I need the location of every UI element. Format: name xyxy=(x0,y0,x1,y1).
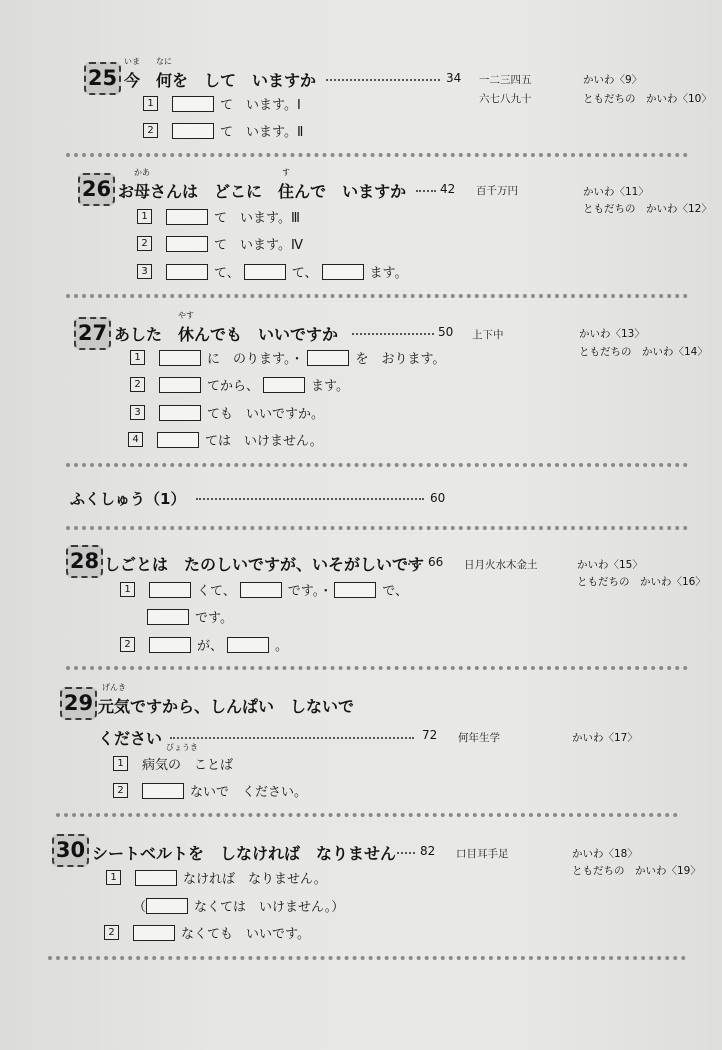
blank-box xyxy=(307,350,349,366)
unit-number: 27 xyxy=(74,317,111,350)
review-title: ふくしゅう（1） xyxy=(70,490,186,508)
item-number: 1 xyxy=(137,209,152,224)
section-divider xyxy=(66,153,688,157)
sub-item: 1 くて、 です。・ で、 xyxy=(120,580,408,599)
furigana: す xyxy=(282,168,291,177)
item-number: 2 xyxy=(137,236,152,251)
unit-title: あした 休 やす んでも いいですか xyxy=(114,311,339,344)
blank-box xyxy=(334,582,376,598)
sub-item: 2 ないで ください。 xyxy=(113,781,307,800)
furigana: げんき xyxy=(102,683,126,692)
blank-box xyxy=(159,405,201,421)
sub-item-cont: です。 xyxy=(147,607,233,626)
item-number: 1 xyxy=(106,870,121,885)
sub-item: 1 て います。Ⅲ xyxy=(137,207,300,226)
sub-item: 2 が、 。 xyxy=(120,635,288,654)
dotted-leader xyxy=(416,190,436,192)
section-divider xyxy=(66,526,688,530)
kanji-list: 百千万円 xyxy=(476,185,518,197)
page-number: 66 xyxy=(428,555,444,569)
blank-box xyxy=(263,377,305,393)
item-number: 3 xyxy=(130,405,145,420)
kaiwa-ref: かいわ〈11〉 xyxy=(583,186,649,198)
kaiwa-ref: かいわ〈17〉 xyxy=(572,732,638,744)
unit-title: 今 いま 何 なに を して いますか xyxy=(124,57,317,90)
page-number: 34 xyxy=(446,71,462,85)
sub-item: 1 て います。Ⅰ xyxy=(143,94,301,113)
item-number: 1 xyxy=(130,350,145,365)
blank-box xyxy=(159,350,201,366)
kaiwa-ref: ともだちの かいわ〈12〉 xyxy=(583,203,712,215)
blank-box xyxy=(166,236,208,252)
item-number: 2 xyxy=(113,783,128,798)
blank-box xyxy=(133,925,175,941)
sub-item: 3 ても いいですか。 xyxy=(130,403,324,422)
unit-number: 28 xyxy=(66,545,103,578)
blank-box xyxy=(240,582,282,598)
blank-box xyxy=(227,637,269,653)
item-number: 3 xyxy=(137,264,152,279)
page-number: 50 xyxy=(438,325,454,339)
item-number: 2 xyxy=(104,925,119,940)
blank-box xyxy=(159,377,201,393)
blank-box xyxy=(149,637,191,653)
blank-box xyxy=(166,209,208,225)
section-divider xyxy=(66,666,688,670)
item-number: 1 xyxy=(113,756,128,771)
kanji-list: 一二三四五 xyxy=(479,74,532,86)
furigana: びょうき xyxy=(166,743,198,752)
furigana: いま xyxy=(124,57,140,66)
unit-title: シートベルトを しなければ なりません xyxy=(92,844,397,863)
kanji-list: 上下中 xyxy=(472,329,504,341)
sub-item: 2 なくても いいです。 xyxy=(104,923,310,942)
dotted-leader xyxy=(397,852,415,854)
blank-box xyxy=(146,898,188,914)
sub-item: 4 ては いけません。 xyxy=(128,430,323,449)
item-number: 4 xyxy=(128,432,143,447)
kanji-list: 六七八九十 xyxy=(479,93,532,105)
kaiwa-ref: ともだちの かいわ〈16〉 xyxy=(577,576,706,588)
sub-item: 1 病気の ことば びょうき xyxy=(113,754,233,773)
kaiwa-ref: かいわ〈18〉 xyxy=(572,848,638,860)
section-divider xyxy=(56,813,678,817)
page-number: 42 xyxy=(440,182,456,196)
item-number: 1 xyxy=(143,96,158,111)
kaiwa-ref: ともだちの かいわ〈10〉 xyxy=(583,93,712,105)
unit-number: 29 xyxy=(60,687,97,720)
page-number: 60 xyxy=(430,491,446,505)
sub-item: 2 て います。Ⅳ xyxy=(137,234,303,253)
item-number: 1 xyxy=(120,582,135,597)
kaiwa-ref: かいわ〈15〉 xyxy=(577,559,643,571)
dotted-leader xyxy=(405,563,421,565)
dotted-leader xyxy=(352,333,434,335)
unit-number: 30 xyxy=(52,834,89,867)
unit-number: 26 xyxy=(78,173,115,206)
sub-item: 1 に のります。・ を おります。 xyxy=(130,348,445,367)
blank-box xyxy=(172,96,214,112)
blank-box xyxy=(322,264,364,280)
blank-box xyxy=(149,582,191,598)
unit-title: お母 かあ さんは どこに 住 す んで いますか xyxy=(118,168,407,201)
blank-box xyxy=(147,609,189,625)
sub-item: 2 て います。Ⅱ xyxy=(143,121,303,140)
blank-box xyxy=(172,123,214,139)
sub-item: 3 て、 て、 ます。 xyxy=(137,262,407,281)
page-number: 72 xyxy=(422,728,438,742)
section-divider xyxy=(66,463,688,467)
dotted-leader xyxy=(326,79,440,81)
section-divider xyxy=(66,294,688,298)
sub-item-alt: （ なくては いけません。） xyxy=(133,896,344,915)
furigana: なに xyxy=(156,57,173,66)
dotted-leader xyxy=(196,498,424,500)
blank-box xyxy=(135,870,177,886)
unit-number: 25 xyxy=(84,62,121,95)
sub-item: 2 てから、 ます。 xyxy=(130,375,349,394)
kaiwa-ref: かいわ〈13〉 xyxy=(579,328,645,340)
blank-box xyxy=(166,264,208,280)
item-number: 2 xyxy=(120,637,135,652)
section-divider xyxy=(48,956,686,960)
furigana: やす xyxy=(178,311,195,320)
unit-title: しごとは たのしいですが、いそがしいです xyxy=(104,555,425,574)
kaiwa-ref: ともだちの かいわ〈19〉 xyxy=(572,865,701,877)
kanji-list: 口目耳手足 xyxy=(456,848,509,860)
kaiwa-ref: ともだちの かいわ〈14〉 xyxy=(579,346,708,358)
blank-box xyxy=(142,783,184,799)
dotted-leader xyxy=(170,737,414,739)
kanji-list: 何年生学 xyxy=(458,732,500,744)
item-number: 2 xyxy=(143,123,158,138)
kanji-list: 日月火水木金土 xyxy=(464,559,538,571)
unit-title-cont: ください xyxy=(98,729,163,748)
kaiwa-ref: かいわ〈9〉 xyxy=(583,74,643,86)
item-number: 2 xyxy=(130,377,145,392)
furigana: かあ xyxy=(134,168,151,177)
blank-box xyxy=(244,264,286,280)
page-number: 82 xyxy=(420,844,436,858)
blank-box xyxy=(157,432,199,448)
sub-item: 1 なければ なりません。 xyxy=(106,868,327,887)
unit-title: 元気 げんき ですから、しんぱい しないで xyxy=(98,683,355,716)
